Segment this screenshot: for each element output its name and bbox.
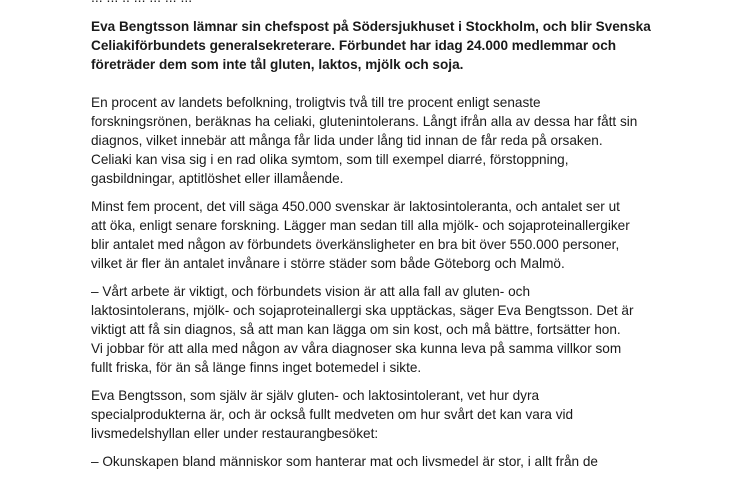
body-line: gasbildningar, aptitlöshet eller illamående. [91,171,344,186]
paragraph-3 [91,282,711,377]
page-title-fragment [91,0,192,5]
body-line: – Vårt arbete är viktigt, och förbundets vision är att alla fall av gluten- och [91,284,531,299]
paragraph-4 [91,386,711,443]
body-line: forskningsrönen, beräknas ha celiaki, glutenintolerans. Långt ifrån alla av dessa har fått sin [91,114,638,129]
body-line: Celiaki kan visa sig i en rad olika symtom, som till exempel diarré, förstoppning, [91,152,569,167]
body-line: Vi jobbar för att alla med någon av våra diagnoser ska kunna leva på samma villkor som [91,341,622,356]
paragraph-5 [91,452,711,471]
paragraph-1 [91,93,711,188]
body-line: att öka, enligt senare forskning. Lägger man sedan till alla mjölk- och sojaproteinallergiker [91,218,630,233]
body-line: vilket är fler än antalet invånare i större städer som både Göteborg och Malmö. [91,256,565,271]
article-body [91,93,711,480]
body-line: specialprodukterna är, och är också fullt medveten om hur svårt det kan vara vid [91,407,574,422]
body-line: blir antalet med någon av förbundets överkänsligheter en bra bit över 550.000 personer, [91,237,620,252]
paragraph-2 [91,197,711,273]
lead-line: Eva Bengtsson lämnar sin chefspost på Södersjukhuset i Stockholm, och blir Svenska [91,19,651,34]
body-line: livsmedelshyllan eller under restaurangbesöket: [91,426,379,441]
body-line: fullt friska, för än så länge finns inget botemedel i sikte. [91,360,422,375]
body-line: Eva Bengtsson, som själv är själv gluten- och laktosintolerant, vet hur dyra [91,388,540,403]
body-line: – Okunskapen bland människor som hanterar mat och livsmedel är stor, i allt från de [91,454,598,469]
lead-line: företräder dem som inte tål gluten, laktos, mjölk och soja. [91,57,464,72]
body-line: diagnos, vilket innebär att många får lida under lång tid innan de får reda på orsaken. [91,133,603,148]
lead-line: Celiakiförbundets generalsekreterare. Förbundet har idag 24.000 medlemmar och [91,38,617,53]
body-line: laktosintolerans, mjölk- och sojaproteinallergi ska upptäckas, säger Eva Bengtsson. Det är [91,303,634,318]
body-line: viktigt att få sin diagnos, så att man kan lägga om sin kost, och må bättre, fortsätter hon. [91,322,621,337]
body-line: En procent av landets befolkning, troligtvis två till tre procent enligt senaste [91,95,541,110]
lead-paragraph [91,17,711,74]
body-line: Minst fem procent, det vill säga 450.000 svenskar är laktosintoleranta, och antalet ser ut [91,199,620,214]
